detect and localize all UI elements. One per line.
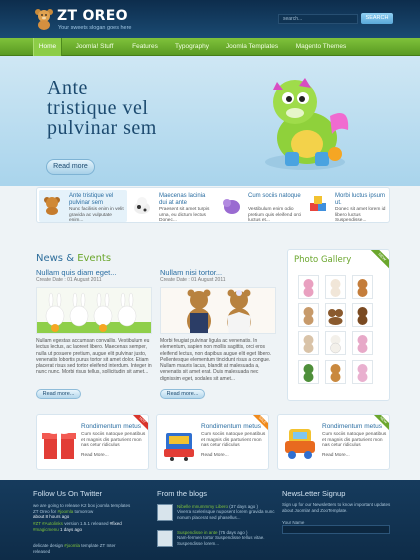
tweet-tail: tomorrow <box>73 508 94 514</box>
post-text: Nullam egestas accumsan convallis. Vestibulum eu lectus lectus, ac laoreet libero. Maecenas semper, nulla ut posuere pretium, augue elit pulvinar justo, venenatis lobortis purus tortor sit amet dolor. Etiam placerat risus sed tortor eleifend interdum. Integer in nunc nunc. Morbi risus tellus, sollicitudin sit amet... <box>36 338 152 376</box>
teddy-couple-image <box>160 287 276 334</box>
bunnies-illustration <box>37 288 152 334</box>
post-title[interactable]: Nullam quis diam eget... <box>36 268 117 277</box>
news-heading-events: Events <box>77 253 112 264</box>
news-post <box>160 268 276 382</box>
search-button[interactable]: SEARCH <box>361 13 393 24</box>
product-text: Cum sociis natoque penatibus et magnis dis parturient mon nas cetur ridiculus <box>201 432 266 448</box>
tweet-text: we are going to release K2 box joomla templates ZT Oreo for <box>33 503 131 514</box>
product-read-more-link[interactable]: Read More... <box>81 453 109 458</box>
tweet-tail: version 1.5.1 released <box>62 521 110 526</box>
toy-cash-register-image <box>160 423 198 461</box>
tweet-time: 1 days ago <box>60 526 83 532</box>
product-title[interactable]: Rondimentum metus <box>322 423 382 430</box>
hero-line-1: Ante <box>47 77 88 99</box>
feature-title[interactable]: Cum sociis natoque <box>248 193 301 199</box>
feature-title[interactable]: Morbi luctus ipsum ut. <box>335 193 386 206</box>
search-input[interactable]: search... <box>278 14 358 24</box>
nav-joomla-templates[interactable]: Joomla Templates <box>225 43 279 50</box>
toy-blocks-icon <box>308 195 328 215</box>
new-badge-label: NEW <box>373 415 389 431</box>
product-card <box>36 414 149 470</box>
read-more-button[interactable]: Read more... <box>36 389 81 399</box>
product-read-more-link[interactable]: Read More... <box>322 453 350 458</box>
teddy-bear-logo-icon[interactable] <box>34 8 54 30</box>
nav-features[interactable]: Features <box>132 43 158 50</box>
feature-title[interactable]: Ante tristique vel pulvinar sem <box>69 193 114 206</box>
product-card <box>156 414 269 470</box>
feature-text: Donec sit amet lorem id libero luctus Suspendisse... <box>335 207 386 223</box>
blog-meta: (37 days ago ) <box>228 504 259 509</box>
feature-strip <box>36 187 390 223</box>
gallery-thumb[interactable] <box>325 275 346 299</box>
site-brand[interactable]: ZT OREO <box>57 8 128 24</box>
gallery-thumb[interactable] <box>298 360 319 384</box>
feature-text: Vestibulum enim odio pretium quis eleifend orci luctus et... <box>248 207 302 223</box>
twitter-heading: Follow Us On Twitter <box>33 489 103 498</box>
blogs-heading: From the blogs <box>157 489 208 498</box>
blog-thumbnail[interactable] <box>157 530 173 547</box>
gallery-thumb[interactable] <box>352 360 373 384</box>
feature-text: Praesent sit amet turpis urna, eu dictum lectus Donec... <box>159 207 210 223</box>
sale-badge <box>252 415 268 431</box>
blog-entry <box>157 504 279 524</box>
dragon-toy-image <box>255 66 355 176</box>
tweet <box>33 521 133 532</box>
toy-car-image <box>281 423 319 461</box>
tweet-time: about 8 hours ago <box>33 514 70 519</box>
blog-entry <box>157 530 279 550</box>
post-date: Create Date : 01 August 2011 <box>160 277 226 283</box>
purple-elephant-icon <box>221 195 241 215</box>
gallery-thumb[interactable] <box>298 275 319 299</box>
newsletter-description: Sign up for our Newsletters to know important updates about Joomla! and ZooTemplate. <box>282 502 391 513</box>
hero-read-more-button[interactable]: Read more <box>46 159 95 175</box>
nav-magento-themes[interactable]: Magento Themes <box>295 43 347 50</box>
new-ribbon-label: NEW <box>369 250 389 270</box>
blog-thumbnail[interactable] <box>157 504 173 521</box>
sale-badge-label: SALE <box>252 415 268 431</box>
newsletter-name-label: Your Name <box>282 520 305 525</box>
nav-joomla-stuff[interactable]: Joomla! Stuff <box>75 43 114 50</box>
hero-line-2: tristique vel <box>47 97 149 119</box>
gallery-thumb[interactable] <box>352 303 373 327</box>
news-events-heading <box>36 253 111 264</box>
nav-home[interactable]: Home <box>33 38 62 56</box>
news-heading-news: News <box>36 253 64 264</box>
tweet <box>33 543 133 554</box>
blog-text <box>177 504 281 520</box>
feature-text: Nunc facilisis enim in velit gravida ac vulputate enim... <box>69 207 124 223</box>
blog-excerpt: Viverra scelerisque nuposent lorem gravida nunc nonum placerat sed phasellus... <box>177 509 275 520</box>
site-slogan: Your sweets slogan goes here <box>58 25 132 31</box>
gallery-thumb[interactable] <box>325 331 346 355</box>
gift-box-image <box>40 423 78 461</box>
feature-item[interactable] <box>305 190 393 222</box>
feature-item[interactable] <box>218 190 306 222</box>
hero-line-3: pulvinar sem <box>47 117 157 139</box>
gallery-title: Photo Gallery <box>294 255 352 265</box>
newsletter-heading: NewsLetter Signup <box>282 489 346 498</box>
main-nav <box>0 38 420 56</box>
feature-title[interactable]: Maecenas lacinia dui at ante <box>159 193 206 206</box>
post-date: Create Date : 01 August 2011 <box>36 277 102 283</box>
tweet-hashtag[interactable]: #ZT #Autolinks <box>33 521 63 526</box>
teddy-bear-icon <box>42 195 62 215</box>
news-post <box>36 268 152 376</box>
gallery-thumb[interactable] <box>298 331 319 355</box>
gallery-thumb[interactable] <box>352 275 373 299</box>
product-title[interactable]: Rondimentum metus <box>81 423 141 430</box>
hot-badge-label: HOT <box>132 415 148 431</box>
feature-item[interactable] <box>39 190 127 222</box>
product-read-more-link[interactable]: Read More... <box>201 453 229 458</box>
blog-author[interactable]: Nibelle mnummmy Libero <box>177 504 229 509</box>
gallery-thumb[interactable] <box>325 303 346 327</box>
hero-title <box>47 78 157 138</box>
new-ribbon <box>369 250 389 270</box>
post-text: Morbi feugiat pulvinar ligula ac venenatis. In elementum, sapien non mollis sagittis, orci eros eleifend lectus, non dapibus augue elit eget libero. Pellentesque elementum tincidunt risus a congue. Nullam mauris lacus, blandit at malesuada a, venenatis sit amet erat. Duis malesuada nec dignissim eget, sodales sit amet... <box>160 338 272 382</box>
feature-item[interactable] <box>129 190 217 222</box>
photo-gallery <box>287 249 390 401</box>
hot-badge <box>132 415 148 431</box>
tweet-hashtag[interactable]: #joomla <box>57 508 74 514</box>
read-more-button[interactable]: Read more... <box>160 389 205 399</box>
tweet-hashtag[interactable]: #joomla <box>64 543 81 548</box>
tweet-text: delicate design <box>33 543 65 548</box>
gallery-thumb[interactable] <box>325 360 346 384</box>
new-badge <box>373 415 389 431</box>
gallery-thumb[interactable] <box>298 303 319 327</box>
product-title[interactable]: Rondimentum metus <box>201 423 261 430</box>
product-card <box>277 414 390 470</box>
blog-meta: (75 days ago ) <box>217 530 248 535</box>
nav-typography[interactable]: Typography <box>175 43 209 50</box>
product-text: Cum sociis natoque penatibus et magnis dis parturient mon nas cetur ridiculus <box>81 432 146 448</box>
tweet-hashtag[interactable]: #magicmenu <box>33 526 59 532</box>
teddy-couple-illustration <box>161 288 276 334</box>
blog-excerpt: Nam-fermen tortor Suspendisse tellus vitae. Suspendisse lorem... <box>177 535 265 546</box>
gallery-thumb[interactable] <box>352 331 373 355</box>
footer <box>0 480 420 560</box>
bunnies-image <box>36 287 152 334</box>
blog-text <box>177 530 281 546</box>
post-title[interactable]: Nullam nisi tortor... <box>160 268 223 277</box>
tweet-tail: template ZT Inter released <box>33 543 116 554</box>
tweet-time: #fixed <box>109 521 122 526</box>
cow-toy-icon <box>132 195 152 215</box>
news-heading-amp: & <box>63 253 78 264</box>
newsletter-name-input[interactable] <box>282 525 390 534</box>
header <box>0 0 420 38</box>
blog-author[interactable]: Suspendisse in ante <box>177 530 218 535</box>
product-text: Cum sociis natoque penatibus et magnis dis parturient mon nas cetur ridiculus <box>322 432 387 448</box>
tweet <box>33 503 133 520</box>
